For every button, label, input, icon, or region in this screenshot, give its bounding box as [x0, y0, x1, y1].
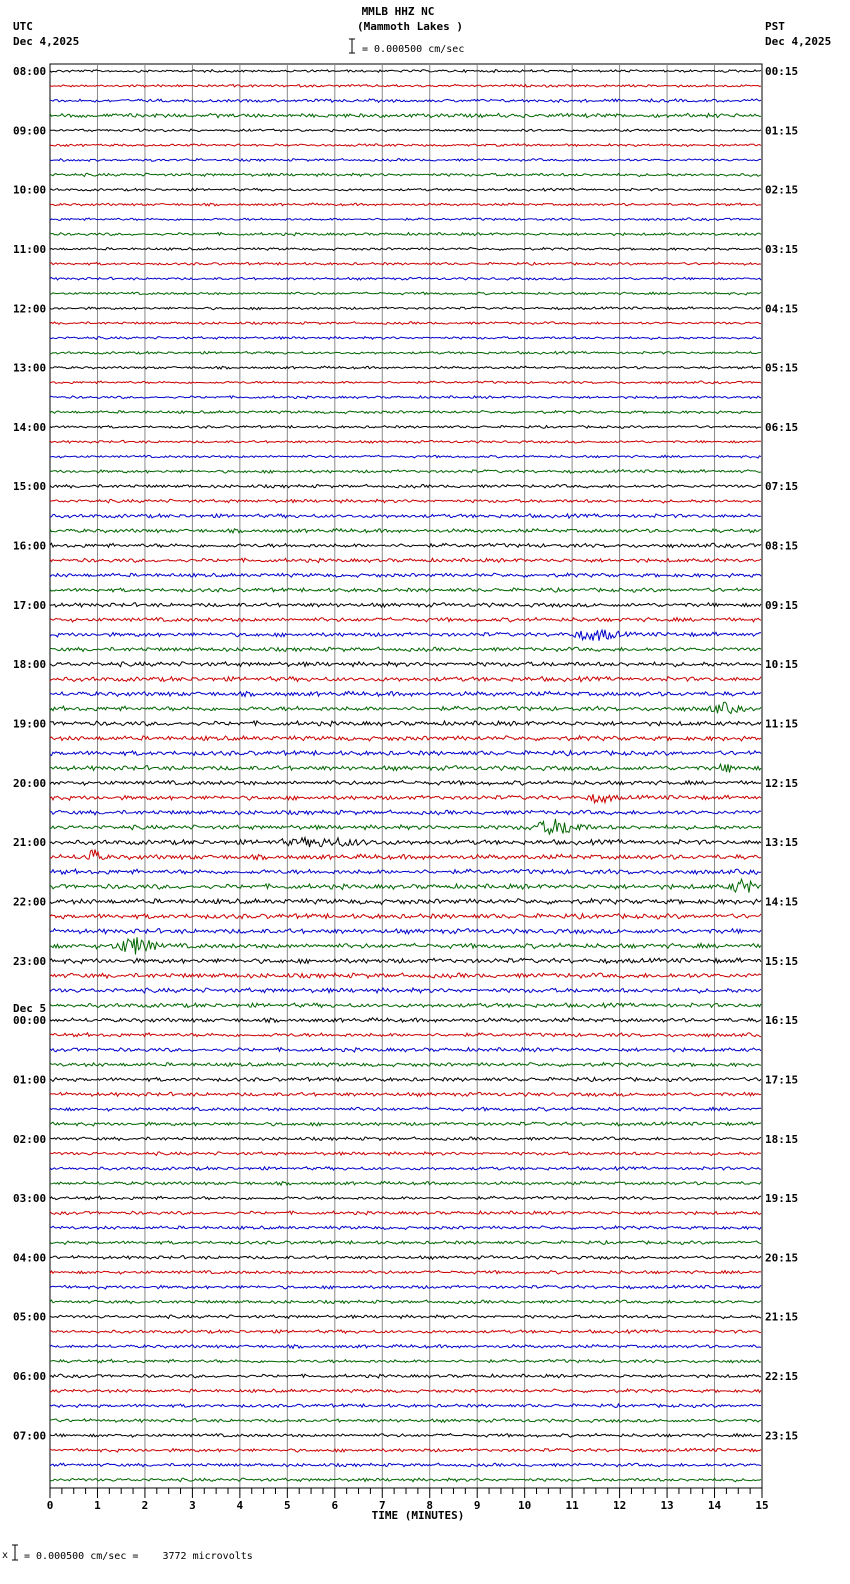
trace-row-50 — [50, 810, 761, 815]
x-tick-label: 5 — [284, 1499, 291, 1512]
station-location: (Mammoth Lakes ) — [357, 20, 463, 33]
right-hour-label: 03:15 — [765, 242, 799, 256]
trace-row-76 — [50, 1196, 761, 1200]
trace-row-36 — [50, 603, 761, 607]
right-hour-label: 11:15 — [765, 717, 799, 731]
trace-row-7 — [50, 173, 761, 176]
trace-row-38 — [50, 630, 761, 641]
trace-row-74 — [50, 1167, 761, 1171]
right-hour-label: 10:15 — [765, 658, 799, 672]
trace-row-91 — [50, 1419, 761, 1423]
trace-row-31 — [50, 529, 761, 533]
trace-row-79 — [50, 1241, 761, 1245]
left-hour-label: 21:00 — [13, 836, 47, 850]
left-hour-label: 07:00 — [13, 1429, 47, 1443]
trace-row-87 — [50, 1359, 761, 1363]
right-hour-label: 18:15 — [765, 1132, 799, 1146]
trace-row-27 — [50, 470, 761, 473]
trace-row-60 — [50, 958, 761, 964]
trace-row-51 — [50, 819, 761, 835]
right-hour-labels — [765, 65, 798, 1442]
trace-row-22 — [50, 396, 761, 399]
right-hour-label: 17:15 — [765, 1073, 799, 1087]
x-axis-label: TIME (MINUTES) — [371, 1509, 465, 1522]
trace-row-54 — [50, 869, 761, 874]
trace-row-29 — [50, 499, 761, 503]
left-hour-label: 20:00 — [13, 776, 47, 790]
trace-row-40 — [50, 662, 761, 667]
left-hour-label: 06:00 — [13, 1370, 47, 1384]
trace-row-93 — [50, 1448, 761, 1452]
right-hour-label: 09:15 — [765, 598, 799, 612]
trace-row-67 — [50, 1063, 761, 1067]
trace-row-77 — [50, 1211, 761, 1215]
left-hour-label: 18:00 — [13, 658, 47, 672]
footer-scale-bar-icon — [12, 1545, 18, 1560]
trace-row-6 — [50, 159, 761, 162]
trace-row-35 — [50, 588, 761, 592]
trace-row-68 — [50, 1077, 761, 1081]
trace-row-44 — [50, 721, 761, 726]
left-hour-label: 19:00 — [13, 717, 47, 731]
trace-row-94 — [50, 1463, 761, 1467]
left-hour-label: 17:00 — [13, 598, 47, 612]
scale-label: = 0.000500 cm/sec — [362, 44, 465, 55]
trace-row-39 — [50, 647, 761, 651]
trace-row-64 — [50, 1018, 761, 1023]
right-hour-label: 15:15 — [765, 954, 799, 968]
trace-row-63 — [50, 1003, 761, 1008]
right-hour-label: 21:15 — [765, 1310, 799, 1324]
right-hour-label: 08:15 — [765, 539, 799, 553]
trace-row-49 — [50, 794, 761, 803]
trace-row-43 — [50, 702, 761, 713]
trace-row-57 — [50, 914, 761, 919]
x-tick-label: 7 — [378, 1499, 386, 1512]
trace-row-58 — [50, 929, 761, 934]
trace-row-62 — [50, 988, 761, 993]
trace-row-17 — [50, 322, 761, 325]
right-hour-label: 01:15 — [765, 124, 799, 138]
left-hour-label: 09:00 — [13, 124, 47, 138]
trace-row-42 — [50, 691, 761, 696]
trace-row-47 — [50, 764, 761, 772]
trace-row-24 — [50, 426, 761, 429]
trace-row-86 — [50, 1345, 761, 1349]
right-hour-label: 00:15 — [765, 65, 799, 78]
trace-row-28 — [50, 484, 761, 488]
footer-scale-text: = 0.000500 cm/sec = 3772 microvolts — [24, 1551, 253, 1562]
trace-row-52 — [50, 838, 761, 848]
right-hour-label: 02:15 — [765, 183, 799, 197]
trace-row-16 — [50, 307, 761, 310]
trace-row-32 — [50, 543, 761, 547]
trace-row-15 — [50, 292, 761, 295]
trace-row-55 — [50, 879, 761, 892]
footer-prefix: x — [2, 1550, 9, 1561]
right-hour-label: 13:15 — [765, 836, 799, 850]
left-hour-label: 15:00 — [13, 480, 47, 494]
right-hour-label: 12:15 — [765, 776, 799, 790]
left-hour-label: 14:00 — [13, 420, 47, 434]
trace-row-0 — [50, 70, 761, 73]
right-date: Dec 4,2025 — [765, 35, 832, 48]
trace-row-37 — [50, 618, 761, 622]
trace-row-95 — [50, 1478, 761, 1482]
trace-row-70 — [50, 1107, 761, 1111]
left-hour-label: 11:00 — [13, 242, 47, 256]
trace-row-23 — [50, 411, 761, 414]
right-hour-label: 20:15 — [765, 1251, 799, 1265]
trace-row-81 — [50, 1270, 761, 1274]
x-tick-label: 6 — [331, 1499, 339, 1512]
trace-row-4 — [50, 129, 761, 132]
trace-row-61 — [50, 973, 761, 978]
right-timezone: PST — [765, 20, 785, 33]
left-hour-labels — [13, 65, 46, 1442]
trace-row-19 — [50, 351, 761, 354]
left-hour-label: 08:00 — [13, 65, 47, 78]
x-tick-label: 9 — [473, 1499, 481, 1512]
x-tick-label: 15 — [755, 1499, 769, 1512]
trace-row-78 — [50, 1226, 761, 1230]
trace-row-92 — [50, 1434, 761, 1438]
trace-row-10 — [50, 218, 761, 221]
left-hour-label: 04:00 — [13, 1251, 47, 1265]
x-tick-label: 8 — [426, 1499, 434, 1512]
trace-row-85 — [50, 1330, 761, 1334]
left-hour-label: 00:00 — [13, 1014, 47, 1028]
trace-row-88 — [50, 1374, 761, 1378]
trace-row-66 — [50, 1048, 761, 1052]
trace-row-65 — [50, 1033, 761, 1037]
plot-frame — [50, 64, 762, 1488]
trace-row-90 — [50, 1404, 761, 1408]
left-hour-label: 22:00 — [13, 895, 47, 909]
trace-row-46 — [50, 751, 761, 756]
trace-row-48 — [50, 781, 761, 786]
trace-row-8 — [50, 188, 761, 191]
right-hour-label: 07:15 — [765, 480, 799, 494]
left-date: Dec 4,2025 — [13, 35, 80, 48]
trace-row-2 — [50, 99, 761, 102]
right-hour-label: 04:15 — [765, 302, 799, 316]
x-tick-label: 4 — [236, 1499, 244, 1512]
x-tick-label: 0 — [46, 1499, 54, 1512]
left-hour-label: 12:00 — [13, 302, 47, 316]
scale-bar-icon — [349, 39, 355, 53]
x-tick-label: 13 — [660, 1499, 674, 1512]
trace-row-72 — [50, 1137, 761, 1141]
station-title: MMLB HHZ NC — [361, 5, 435, 18]
trace-row-9 — [50, 203, 761, 206]
trace-row-80 — [50, 1256, 761, 1260]
trace-row-56 — [50, 899, 761, 905]
x-tick-label: 14 — [707, 1499, 722, 1512]
right-hour-label: 06:15 — [765, 420, 799, 434]
x-tick-label: 2 — [141, 1499, 149, 1512]
left-hour-label: 13:00 — [13, 361, 47, 375]
trace-row-12 — [50, 248, 761, 251]
right-hour-label: 19:15 — [765, 1192, 799, 1206]
left-hour-label: 02:00 — [13, 1132, 47, 1146]
x-tick-label: 3 — [189, 1499, 196, 1512]
left-hour-label: 16:00 — [13, 539, 47, 553]
trace-row-1 — [50, 84, 761, 87]
x-tick-label: 1 — [94, 1499, 101, 1512]
trace-row-41 — [50, 677, 761, 682]
trace-row-53 — [50, 850, 761, 860]
left-hour-label: 23:00 — [13, 954, 47, 968]
trace-row-11 — [50, 233, 761, 236]
trace-row-21 — [50, 381, 761, 384]
trace-row-45 — [50, 736, 761, 741]
trace-row-82 — [50, 1285, 761, 1289]
x-tick-label: 10 — [518, 1499, 532, 1512]
left-hour-label: 05:00 — [13, 1310, 47, 1324]
trace-row-33 — [50, 558, 761, 562]
right-hour-label: 23:15 — [765, 1429, 799, 1443]
x-tick-label: 12 — [612, 1499, 627, 1512]
trace-row-69 — [50, 1092, 761, 1096]
trace-group — [50, 70, 761, 1482]
trace-row-75 — [50, 1181, 761, 1185]
left-hour-label: 10:00 — [13, 183, 47, 197]
trace-row-84 — [50, 1315, 761, 1319]
right-hour-label: 16:15 — [765, 1014, 799, 1028]
trace-row-25 — [50, 440, 761, 443]
trace-row-14 — [50, 277, 761, 280]
trace-row-5 — [50, 144, 761, 147]
trace-row-3 — [50, 113, 761, 117]
trace-row-71 — [50, 1122, 761, 1126]
day-change-label: Dec 5 — [13, 1002, 47, 1015]
minute-gridlines — [97, 64, 714, 1488]
right-hour-label: 05:15 — [765, 361, 799, 375]
right-hour-label: 22:15 — [765, 1370, 799, 1384]
trace-row-20 — [50, 366, 761, 369]
trace-row-30 — [50, 514, 761, 518]
x-tick-label: 11 — [565, 1499, 579, 1512]
left-hour-label: 03:00 — [13, 1192, 47, 1206]
trace-row-89 — [50, 1389, 761, 1393]
trace-row-73 — [50, 1152, 761, 1156]
left-hour-label: 01:00 — [13, 1073, 47, 1087]
trace-row-59 — [50, 937, 761, 954]
trace-row-83 — [50, 1300, 761, 1304]
right-hour-label: 14:15 — [765, 895, 799, 909]
trace-row-34 — [50, 573, 761, 577]
trace-row-18 — [50, 337, 761, 340]
trace-row-26 — [50, 455, 761, 458]
left-timezone: UTC — [13, 20, 33, 33]
trace-row-13 — [50, 262, 761, 265]
